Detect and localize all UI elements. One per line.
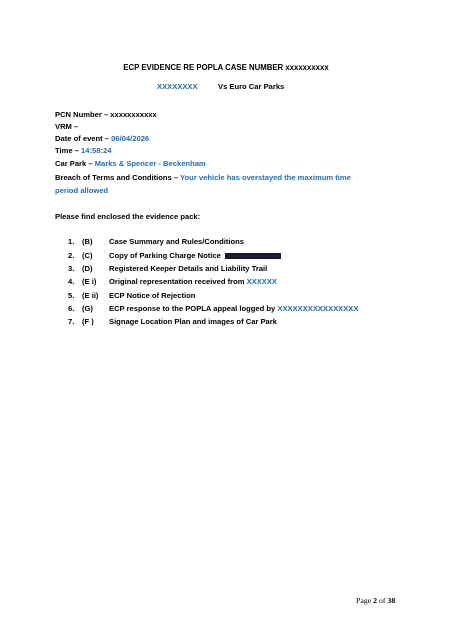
item-code: (D) [82,264,93,273]
pcn-value: xxxxxxxxxxx [110,110,157,119]
item-code: (F ) [82,317,94,326]
redaction-bar [225,253,281,259]
item-text: Original representation received from [109,277,247,286]
item-text: ECP Notice of Rejection [109,291,196,300]
item-text-wrap [109,304,358,313]
item-code: (G) [82,304,93,313]
item-highlight: XXXXXX [246,277,277,286]
item-text: Case Summary and Rules/Conditions [109,237,245,246]
item-text: Registered Keeper Details and Liability Trail [109,264,268,273]
pcn-number-line [55,110,157,119]
breach-line [55,171,355,197]
item-number: 5. [68,291,75,300]
item-text-wrap [109,251,281,260]
item-code: (E ii) [82,291,99,300]
page-prefix: Page [356,596,374,605]
time-label: Time – [55,146,82,155]
date-label: Date of event – [55,134,112,143]
item-number: 1. [68,237,75,246]
breach-value: Your vehicle has overstayed the maximum time period allowed [55,173,351,195]
item-text-wrap [109,277,277,286]
date-value: 06/04/2026 [111,134,150,143]
item-code: (B) [82,237,93,246]
carpark-label: Car Park – [55,159,95,168]
item-text: Copy of Parking Charge Notice [109,251,221,260]
item-number: 2. [68,251,75,260]
date-line [55,134,149,143]
item-code: (E i) [82,277,97,286]
carpark-line [55,159,206,168]
item-number: 4. [68,277,75,286]
pcn-label: PCN Number – [55,110,111,119]
time-value: 14:58:24 [81,146,112,155]
versus-operator: Vs Euro Car Parks [218,82,285,91]
carpark-value: Marks & Spencer - Beckenham [94,159,206,168]
item-number: 6. [68,304,75,313]
vrm-label: VRM – [55,122,79,131]
page-number-footer [356,596,395,605]
breach-label: Breach of Terms and Conditions – [55,173,181,182]
document-title: ECP EVIDENCE RE POPLA CASE NUMBER xxxxxxxxxx [123,63,329,72]
time-line [55,146,111,155]
vrm-line [55,122,78,131]
page-total: 38 [387,596,396,605]
appellant-name: XXXXXXXX [157,82,198,91]
page-number: 2 [373,596,378,605]
item-text: Signage Location Plan and images of Car Park [109,317,277,326]
item-text: ECP response to the POPLA appeal logged by [109,304,278,313]
evidence-intro: Please find enclosed the evidence pack: [55,212,201,221]
item-number: 3. [68,264,75,273]
item-highlight: XXXXXXXXXXXXXXXX [277,304,359,313]
item-code: (C) [82,251,93,260]
page-of: of [377,596,388,605]
item-number: 7. [68,317,75,326]
